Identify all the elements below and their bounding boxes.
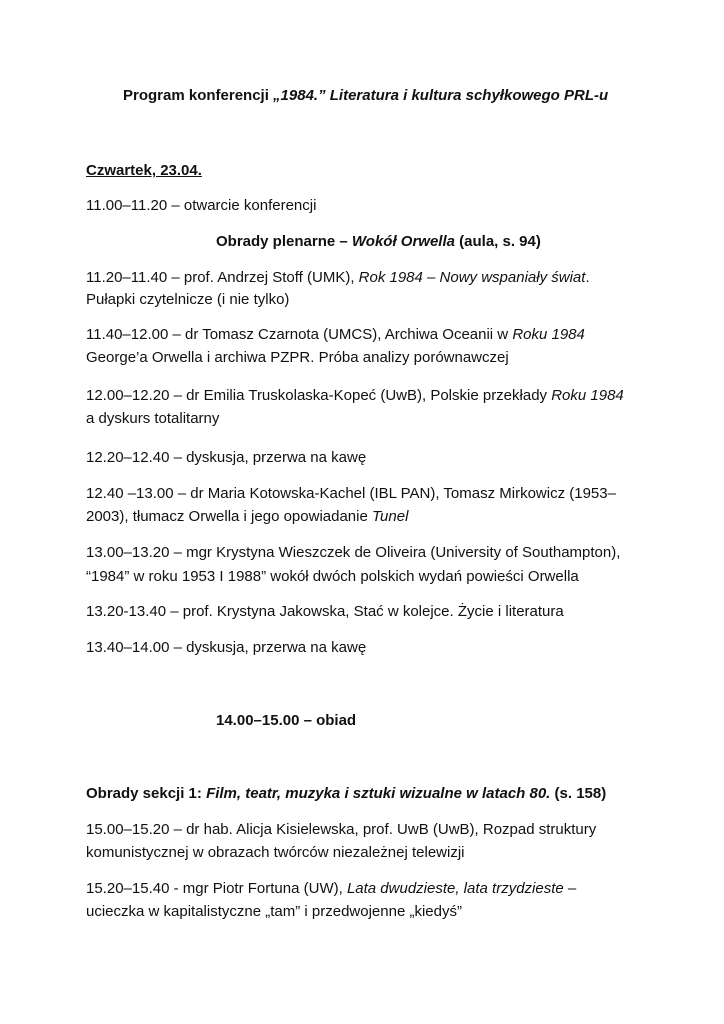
plenary-suffix: (aula, s. 94) [454,233,541,250]
page-title [123,86,608,106]
plenary-prefix: Obrady plenarne – [216,233,352,250]
plenary-italic: Wokół Orwella [351,233,455,250]
item-title-italic: Lata dwudzieste, lata trzydzieste [346,880,564,897]
item-text: – [563,880,577,897]
program-item-line: 13.00–13.20 – mgr Krystyna Wieszczek de Oliveira (University of Southampton), [86,544,621,561]
item-text: . [585,269,590,286]
program-item-line: 12.40 –13.00 – dr Maria Kotowska-Kachel (IBL PAN), Tomasz Mirkowicz (1953– [86,485,616,502]
program-item-line [86,507,408,527]
section-heading [86,784,606,804]
lunch-break: 14.00–15.00 – obiad [216,712,357,729]
program-item-line [86,268,590,288]
plenary-heading [216,232,541,252]
section-prefix: Obrady sekcji 1: [86,785,207,802]
opening-line: 11.00–11.20 – otwarcie konferencji [86,197,317,214]
section-item-line: ucieczka w kapitalistyczne „tam” i przedwojenne „kiedyś” [86,903,462,920]
item-text: 11.40–12.00 – dr Tomasz Czarnota (UMCS), Archiwa Oceanii w [86,326,513,343]
item-title-italic: Roku 1984 [551,387,624,404]
item-title-italic: Roku 1984 [512,326,585,343]
section-suffix: (s. 158) [550,785,607,802]
item-text: 15.20–15.40 - mgr Piotr Fortuna (UW), [86,880,347,897]
program-item-line: “1984” w roku 1953 I 1988” wokół dwóch polskich wydań powieści Orwella [86,568,579,585]
program-item-line [86,325,585,345]
program-item-line: George’a Orwella i archiwa PZPR. Próba analizy porównawczej [86,349,509,366]
item-text: 11.20–11.40 – prof. Andrzej Stoff (UMK), [86,269,359,286]
item-title-italic: Tunel [372,508,409,525]
program-item-line [86,386,624,406]
title-prefix: Program konferencji [123,87,274,104]
section-italic: Film, teatr, muzyka i sztuki wizualne w latach 80. [206,785,551,802]
program-item-line: 12.20–12.40 – dyskusja, przerwa na kawę [86,449,367,466]
section-item-line: 15.00–15.20 – dr hab. Alicja Kisielewska, prof. UwB (UwB), Rozpad struktury [86,821,597,838]
item-text: 12.00–12.20 – dr Emilia Truskolaska-Kopeć (UwB), Polskie przekłady [86,387,552,404]
item-title-italic: Rok 1984 – Nowy wspaniały świat [358,269,586,286]
title-italic: „1984.” Literatura i kultura schyłkowego PRL-u [273,87,609,104]
program-item-line: 13.20-13.40 – prof. Krystyna Jakowska, Stać w kolejce. Życie i literatura [86,603,564,620]
section-item-line: komunistycznej w obrazach twórców niezależnej telewizji [86,844,465,861]
section-item-line [86,879,576,899]
program-item-line: a dyskurs totalitarny [86,410,220,427]
program-item-line: 13.40–14.00 – dyskusja, przerwa na kawę [86,639,367,656]
item-text: 2003), tłumacz Orwella i jego opowiadanie [86,508,372,525]
day-heading: Czwartek, 23.04. [86,162,202,179]
program-item-line: Pułapki czytelnicze (i nie tylko) [86,291,290,308]
